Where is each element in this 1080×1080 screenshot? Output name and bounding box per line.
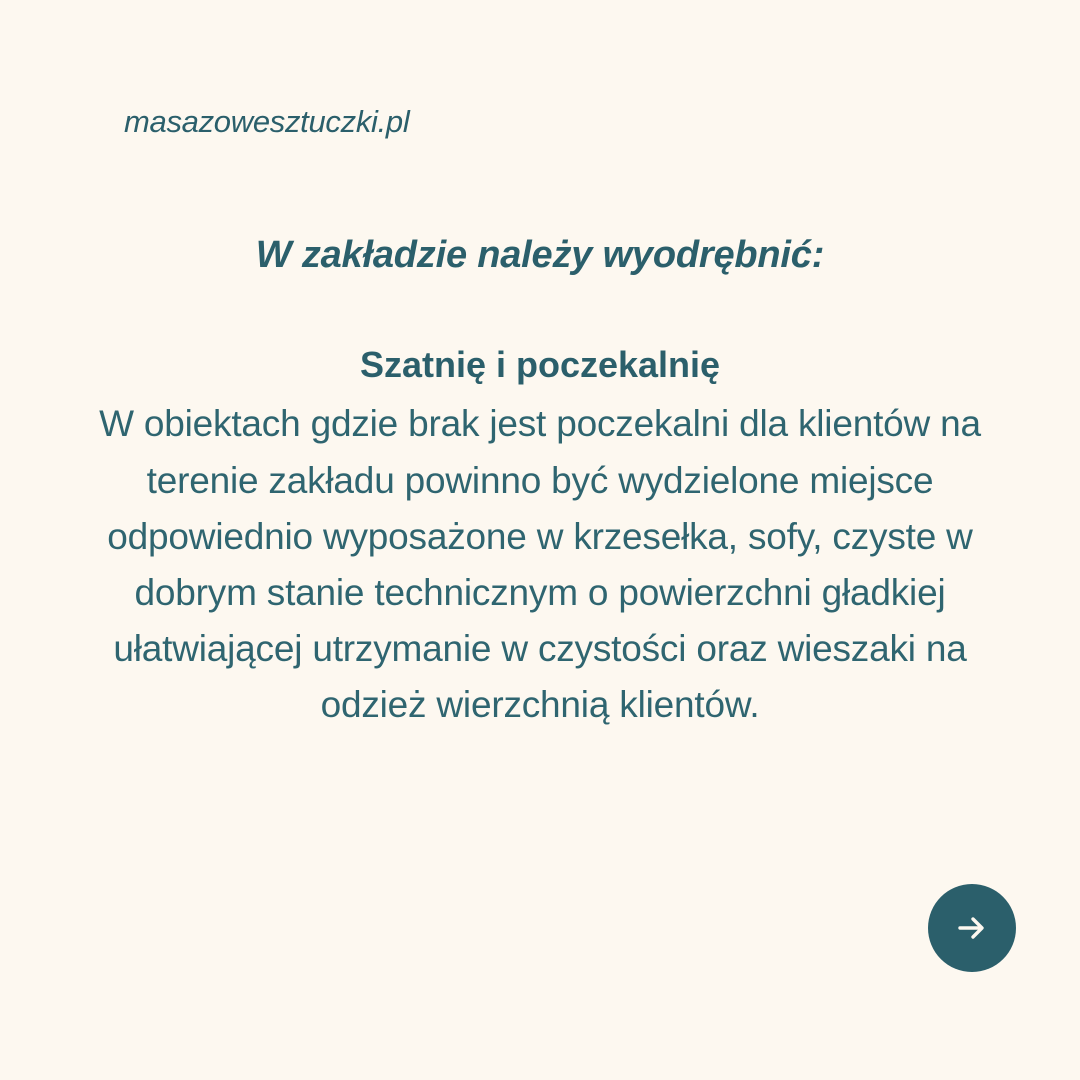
arrow-right-icon (950, 906, 994, 950)
brand-watermark: masazowesztuczki.pl (124, 104, 410, 139)
section-subtitle: Szatnię i poczekalnię (359, 343, 721, 385)
page-title: W zakładzie należy wyodrębnić: (255, 234, 825, 276)
body-paragraph: W obiektach gdzie brak jest poczekalni dla klientów na terenie zakładu powinno być wydzielone miejsce odpowiednio wyposażone w krzesełka, sofy, czyste w dobrym stanie technicznym o powierzchni gładkiej ułatwiającej utrzymanie w czystości oraz wieszaki na odzież wierzchnią klientów. (99, 403, 981, 726)
title-spacer (90, 280, 990, 342)
next-slide-button[interactable] (928, 884, 1016, 972)
content-block (90, 232, 990, 734)
